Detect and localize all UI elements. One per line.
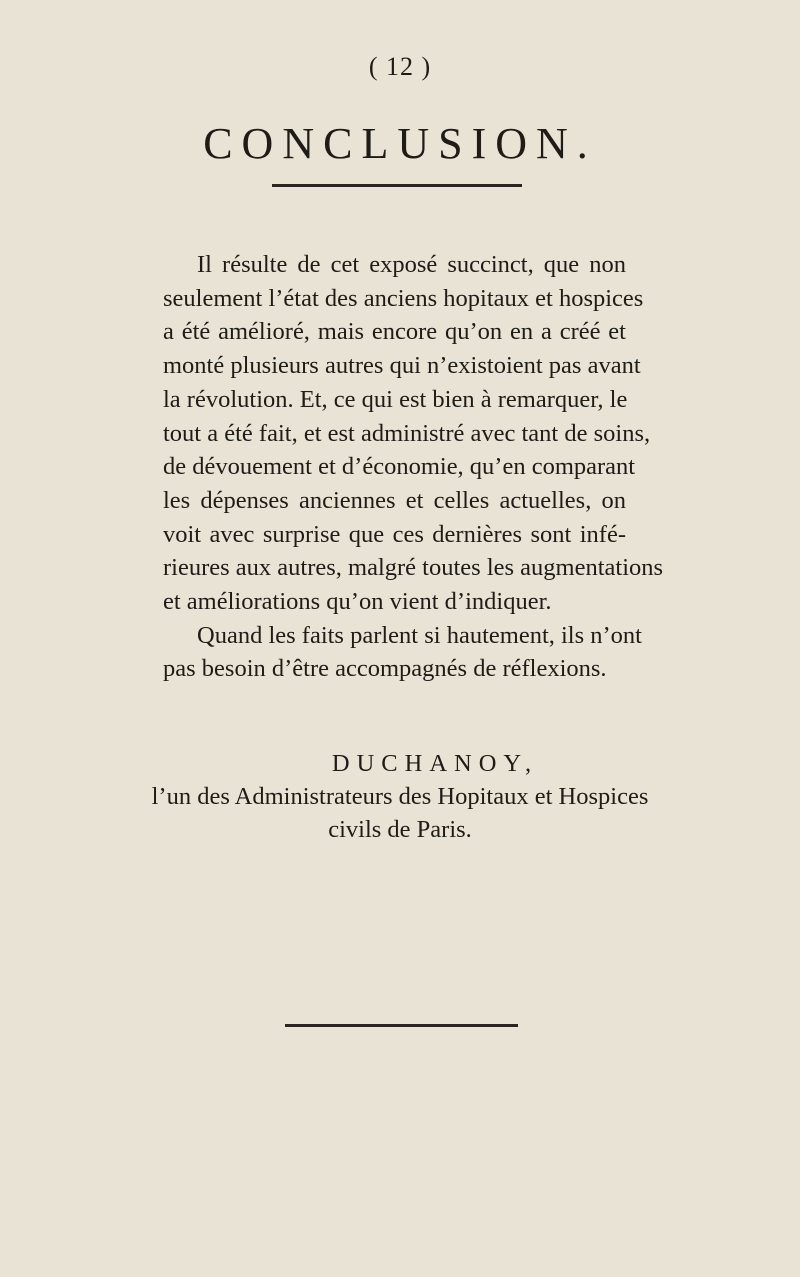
paragraph-1-line: rieures aux autres, malgré toutes les augmentations <box>163 554 664 582</box>
body-text <box>163 248 664 686</box>
paragraph-2-line: pas besoin d’être accompagnés de réflexions. <box>163 655 607 683</box>
paragraph-1-line: de dévouement et d’économie, qu’en comparant <box>163 453 636 481</box>
signature-name: DUCHANOY, <box>331 750 539 777</box>
paragraph-1-line: Il résulte de cet exposé succinct, que non <box>197 251 626 278</box>
paragraph-2-line: Quand les faits parlent si hautement, ils n’ont <box>197 621 642 649</box>
top-divider-rule <box>272 184 522 187</box>
page-number: ( 12 ) <box>368 52 432 81</box>
paragraph-1-line: monté plusieurs autres qui n’existoient pas avant <box>163 352 641 380</box>
paragraph-1-line: tout a été fait, et est administré avec tant de soins, <box>163 419 651 447</box>
signature-place: civils de Paris. <box>328 816 472 843</box>
paragraph-1-line: la révolution. Et, ce qui est bien à remarquer, le <box>163 385 628 413</box>
paragraph-2 <box>163 619 642 686</box>
paragraph-1-line: et améliorations qu’on vient d’indiquer. <box>163 588 552 616</box>
paragraph-1 <box>163 248 664 619</box>
paragraph-1-line: voit avec surprise que ces dernières sont infé- <box>163 520 626 548</box>
paragraph-1-line: seulement l’état des anciens hopitaux et hospices <box>163 284 644 312</box>
paragraph-1-line: les dépenses anciennes et celles actuelles, on <box>163 486 626 514</box>
bottom-divider-rule <box>285 1024 518 1027</box>
paragraph-1-line: a été amélioré, mais encore qu’on en a créé et <box>163 318 626 346</box>
signature-title: l’un des Administrateurs des Hopitaux et Hospices <box>151 783 649 810</box>
conclusion-heading: CONCLUSION. <box>203 119 597 168</box>
signature-block <box>0 747 800 846</box>
